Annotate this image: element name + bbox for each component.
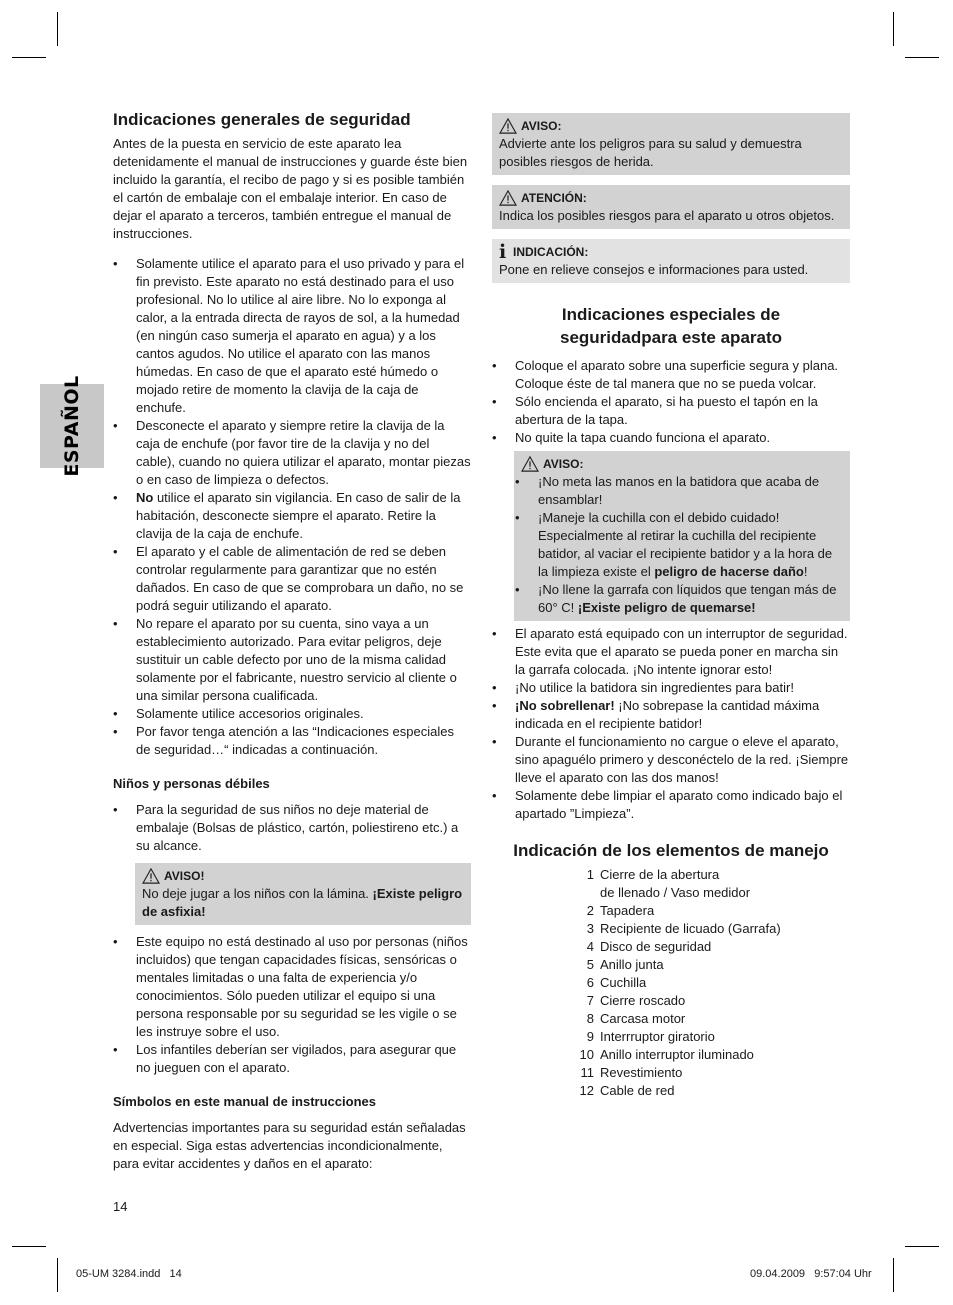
list-item: • Solamente utilice el aparato para el uso privado y para el fin previsto. Este aparato no está destinado para el uso profesional. No lo utilice al aire libre. No lo exponga al calor, a la entrada directa de rayos de sol, a la humedad (en ningún caso sumerja el aparato en agua) y a los cantos agudos. No utilice el aparato con las manos húmedas. En caso de que el aparato esté húmedo o mojado retire de momento la clavija de la caja de enchufe. — [113, 255, 471, 417]
part-number: 1 — [586, 867, 594, 882]
symbols-section-title: Símbolos en este manual de instrucciones — [113, 1094, 376, 1109]
left-column — [113, 108, 471, 1173]
part-number: 4 — [586, 939, 594, 954]
list-item: • No repare el aparato por su cuenta, sino vaya a un establecimiento autorizado. Para evitar peligros, deje sustituir un cable defecto por uno de la misma calidad solamente por el fabricante, nuestro servicio al cliente o una similar persona cualificada. — [113, 615, 471, 705]
crop-mark — [57, 1258, 58, 1292]
list-item — [492, 697, 850, 733]
special-warning-list — [515, 473, 843, 617]
language-tab-label: ESPAÑOL — [61, 375, 83, 477]
warning-label: AVISO: — [543, 457, 584, 471]
part-number: 10 — [579, 1047, 594, 1062]
parts-list-item — [562, 1082, 850, 1100]
parts-list-item — [562, 974, 850, 992]
list-item-text: ¡No llene la garrafa con líquidos que tengan más de 60° C! — [538, 582, 837, 615]
list-item: • El aparato y el cable de alimentación de red se deben controlar regularmente para garantizar que no estén dañados. En caso de que se comprobara un daño, no se podrá seguir utilizando el aparato. — [113, 543, 471, 615]
page-number: 14 — [113, 1199, 128, 1214]
bold-text: ¡Existe peligro de quemarse! — [577, 600, 756, 615]
info-icon: i — [499, 241, 507, 263]
warning-box-title — [142, 867, 464, 885]
part-number: 5 — [586, 957, 594, 972]
list-item-text: utilice el aparato sin vigilancia. En caso de salir de la habitación, desconecte siempre el aparato. Retire la clavija de la caja de enchufe. — [136, 490, 461, 541]
warning-triangle-icon — [499, 118, 517, 134]
general-safety-title: Indicaciones generales de seguridad — [113, 110, 411, 129]
caution-label: ATENCIÓN: — [521, 191, 587, 205]
bold-text: ¡No sobrellenar! — [515, 698, 615, 713]
list-item: • No quite la tapa cuando funciona el aparato. — [492, 429, 850, 447]
part-number-blank — [562, 884, 600, 902]
crop-mark — [905, 57, 939, 58]
warning-text-plain: No deje jugar a los niños con la lámina. — [142, 886, 373, 901]
part-number: 9 — [586, 1029, 594, 1044]
list-item-text: ¡Maneje la cuchilla con el debido cuidado! Especialmente al retirar la cuchilla del recipiente batidor, al vaciar el recipiente batidor y a la hora de la limpieza existe el — [538, 510, 833, 579]
part-number: 6 — [586, 975, 594, 990]
parts-list-item — [562, 1010, 850, 1028]
children-list — [113, 801, 471, 855]
list-item-text: ¡No sobrepase la cantidad máxima indicada en el recipiente batidor! — [515, 698, 820, 731]
list-item: • Por favor tenga atención a las “Indicaciones especiales de seguridad…“ indicadas a continuación. — [113, 723, 471, 759]
part-label: de llenado / Vaso medidor — [600, 885, 751, 900]
note-label: INDICACIÓN: — [513, 245, 589, 259]
list-item: • El aparato está equipado con un interruptor de seguridad. Este evita que el aparato se pueda poner en marcha sin la garrafa colocada. ¡No intente ignorar esto! — [492, 625, 850, 679]
list-item: • Solamente debe limpiar el aparato como indicado bajo el apartado ”Limpieza”. — [492, 787, 850, 823]
warning-text-bold: ¡Existe peligro de asfixia! — [142, 886, 463, 919]
indicacion-symbol-box — [492, 239, 850, 283]
footer-file-info: 05-UM 3284.indd 14 — [76, 1268, 182, 1280]
part-number: 8 — [586, 1011, 594, 1026]
list-item: • Sólo encienda el aparato, si ha puesto el tapón en la abertura de la tapa. — [492, 393, 850, 429]
warning-box-title — [521, 455, 843, 473]
list-item — [515, 509, 843, 581]
right-column — [492, 113, 850, 1100]
general-safety-list — [113, 255, 471, 759]
part-label: Anillo junta — [600, 957, 664, 972]
symbols-text: Advertencias importantes para su seguridad están señaladas en especial. Siga estas advertencias incondicionalmente, para evitar accidentes y daños en el aparato: — [113, 1120, 466, 1171]
children-section-title: Niños y personas débiles — [113, 776, 270, 791]
part-number: 7 — [586, 993, 594, 1008]
part-label: Disco de seguridad — [600, 939, 712, 954]
note-text: Pone en relieve consejos e informaciones para usted. — [499, 262, 809, 277]
footer-timestamp: 09.04.2009 9:57:04 Uhr — [750, 1268, 872, 1280]
list-item: • Coloque el aparato sobre una superficie segura y plana. Coloque éste de tal manera que no se pueda volcar. — [492, 357, 850, 393]
parts-list — [562, 866, 850, 1100]
list-item: • ¡No utilice la batidora sin ingredientes para batir! — [492, 679, 850, 697]
warning-label: AVISO: — [521, 119, 562, 133]
warning-text: Advierte ante los peligros para su salud y demuestra posibles riesgos de herida. — [499, 136, 802, 169]
list-item: • Durante el funcionamiento no cargue o eleve el aparato, sino apaguélo primero y desconéctelo de la red. ¡Siempre lleve el aparato con las dos manos! — [492, 733, 850, 787]
crop-mark — [893, 1258, 894, 1292]
parts-list-item — [562, 1064, 850, 1082]
list-item: • Los infantiles deberían ser vigilados, para asegurar que no jueguen con el aparato. — [113, 1041, 471, 1077]
crop-mark — [57, 12, 58, 46]
controls-title: Indicación de los elementos de manejo — [513, 841, 829, 860]
warning-box-title — [499, 117, 843, 135]
part-label: Anillo interruptor iluminado — [600, 1047, 754, 1062]
parts-list-item — [562, 1046, 850, 1064]
list-item: • Para la seguridad de sus niños no deje material de embalaje (Bolsas de plástico, cartón, poliestireno etc.) a su alcance. — [113, 801, 471, 855]
special-safety-list — [492, 357, 850, 447]
caution-text: Indica los posibles riesgos para el aparato u otros objetos. — [499, 208, 835, 223]
general-safety-intro: Antes de la puesta en servicio de este aparato lea detenidamente el manual de instrucciones y guarde éste bien incluido la garantía, el recibo de pago y si es posible también el cartón de embalaje con el embalaje interior. En caso de dejar el aparato a terceros, también entregue el manual de instrucciones. — [113, 136, 468, 241]
part-number: 3 — [586, 921, 594, 936]
list-item: • ¡No meta las manos en la batidora que acaba de ensamblar! — [515, 473, 843, 509]
list-item — [113, 489, 471, 543]
part-label: Carcasa motor — [600, 1011, 686, 1026]
parts-list-item — [562, 866, 850, 884]
part-label: Cable de red — [600, 1083, 675, 1098]
caution-triangle-icon — [499, 190, 517, 206]
warning-label: AVISO! — [164, 869, 205, 883]
crop-mark — [905, 1246, 939, 1247]
bold-text: No — [136, 490, 154, 505]
part-number: 11 — [580, 1065, 594, 1080]
parts-list-item — [562, 1028, 850, 1046]
part-label: Cuchilla — [600, 975, 647, 990]
warning-text — [142, 885, 464, 921]
note-box-title — [499, 243, 843, 261]
children-list-2 — [113, 933, 471, 1077]
parts-list-item — [562, 884, 850, 902]
part-label: Interrruptor giratorio — [600, 1029, 715, 1044]
part-label: Tapadera — [600, 903, 655, 918]
part-label: Revestimiento — [600, 1065, 683, 1080]
warning-triangle-icon — [142, 868, 160, 884]
list-item: • Este equipo no está destinado al uso por personas (niños incluidos) que tengan capacidades físicas, sensóricas o mentales limitadas o una falta de experiencia y/o conocimientos. Sólo pueden utilizar el equipo si una persona responsable por su seguridad se les vigile o se les instruye sobre el uso. — [113, 933, 471, 1041]
parts-list-item — [562, 956, 850, 974]
part-label: Recipiente de licuado (Garrafa) — [600, 921, 781, 936]
part-number: 12 — [579, 1083, 594, 1098]
warning-triangle-icon — [521, 456, 539, 472]
list-item: • Solamente utilice accesorios originales. — [113, 705, 471, 723]
list-item — [515, 581, 843, 617]
language-tab — [40, 375, 104, 477]
parts-list-item — [562, 938, 850, 956]
part-label: Cierre de la abertura — [600, 867, 720, 882]
part-number: 2 — [586, 903, 594, 918]
aviso-symbol-box — [492, 113, 850, 175]
special-safety-title: Indicaciones especiales de seguridadpara este aparato — [559, 305, 783, 347]
special-safety-list-2 — [492, 625, 850, 823]
atencion-symbol-box — [492, 185, 850, 229]
children-warning-box — [135, 863, 471, 925]
crop-mark — [12, 57, 46, 58]
special-warning-box — [514, 451, 850, 621]
caution-box-title — [499, 189, 843, 207]
part-label: Cierre roscado — [600, 993, 686, 1008]
crop-mark — [12, 1246, 46, 1247]
parts-list-item — [562, 992, 850, 1010]
parts-list-item — [562, 902, 850, 920]
crop-mark — [893, 12, 894, 46]
bold-text: peligro de hacerse daño — [654, 564, 804, 579]
list-item: • Desconecte el aparato y siempre retire la clavija de la caja de enchufe (por favor tire de la clavija y no del cable), cuando no quiera utilizar el aparato, montar piezas o en caso de limpieza o defectos. — [113, 417, 471, 489]
list-item-text-end: ! — [803, 564, 808, 579]
parts-list-item — [562, 920, 850, 938]
